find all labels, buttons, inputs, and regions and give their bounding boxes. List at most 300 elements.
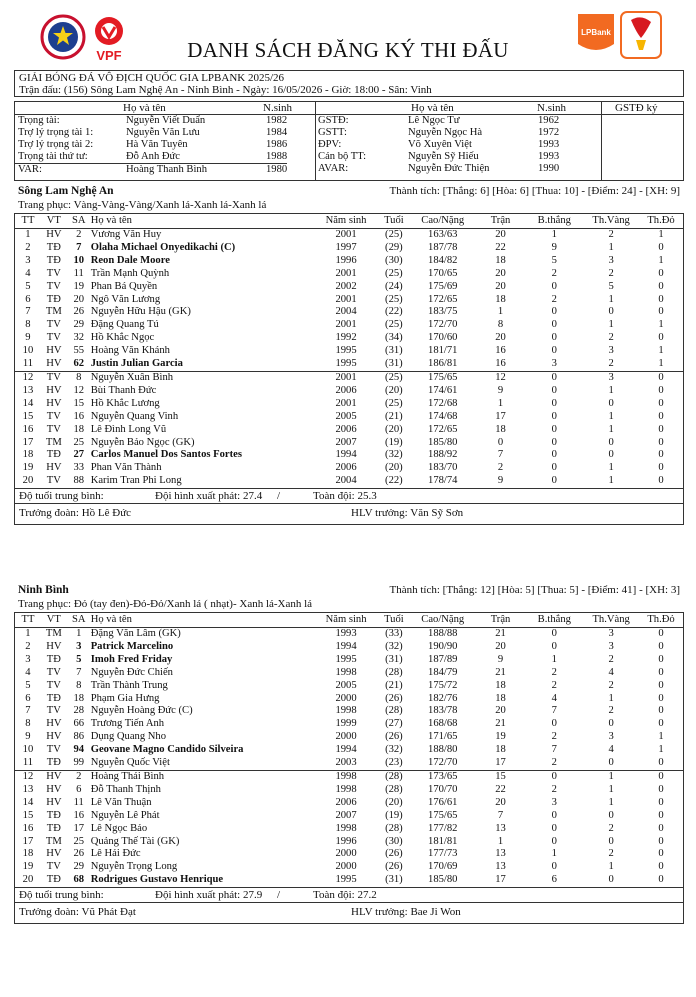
player-position: HV xyxy=(46,462,62,474)
player-row xyxy=(15,836,683,849)
player-red-cards: 0 xyxy=(658,306,664,318)
official-row xyxy=(15,127,287,139)
player-age: (30) xyxy=(385,254,403,266)
player-name: Hồ Khắc Ngọc xyxy=(90,332,155,344)
player-shirt: 5 xyxy=(76,653,82,665)
player-height-weight: 172/68 xyxy=(428,397,458,409)
official-row xyxy=(318,163,559,175)
player-red-cards: 0 xyxy=(658,679,664,691)
player-matches: 13 xyxy=(495,848,506,860)
player-row xyxy=(15,797,683,810)
column-header: Th.Đỏ xyxy=(647,614,675,625)
player-matches: 1 xyxy=(497,306,504,318)
player-number: 13 xyxy=(22,384,34,396)
player-shirt: 7 xyxy=(76,241,82,253)
player-row xyxy=(15,437,683,450)
player-yellow-cards: 4 xyxy=(608,744,614,756)
player-matches: 18 xyxy=(495,692,506,704)
player-birth-year: 1998 xyxy=(335,783,357,795)
player-age: (26) xyxy=(385,731,403,743)
player-matches: 7 xyxy=(497,809,504,821)
player-height-weight: 175/65 xyxy=(428,371,458,383)
official-name: Nguyễn Ngọc Hà xyxy=(408,127,483,138)
player-name: Justin Julian Garcia xyxy=(90,358,183,370)
player-yellow-cards: 4 xyxy=(608,666,614,678)
player-yellow-cards: 3 xyxy=(608,628,614,639)
player-goals: 2 xyxy=(551,679,557,691)
player-yellow-cards: 1 xyxy=(608,475,614,487)
player-name: Nguyễn Trọng Long xyxy=(90,861,178,873)
player-matches: 18 xyxy=(495,254,506,266)
official-role: AVAR: xyxy=(318,163,349,174)
player-height-weight: 174/68 xyxy=(428,410,458,422)
player-red-cards: 0 xyxy=(658,449,664,461)
player-row xyxy=(15,770,683,783)
team-header xyxy=(14,185,684,213)
player-height-weight: 172/70 xyxy=(428,319,458,331)
player-position: TV xyxy=(46,423,61,435)
player-shirt: 68 xyxy=(73,874,85,886)
player-red-cards: 1 xyxy=(658,744,664,756)
player-position: TĐ xyxy=(46,874,61,886)
player-height-weight: 170/65 xyxy=(428,267,458,279)
player-shirt: 26 xyxy=(73,306,85,318)
player-red-cards: 0 xyxy=(658,462,664,474)
player-yellow-cards: 1 xyxy=(608,423,614,435)
player-number: 4 xyxy=(25,267,31,279)
player-birth-year: 1998 xyxy=(335,666,357,678)
player-height-weight: 183/70 xyxy=(428,462,458,474)
player-number: 2 xyxy=(25,640,31,652)
player-yellow-cards: 1 xyxy=(608,861,614,873)
official-name: Đỗ Anh Đức xyxy=(126,151,180,162)
player-name: Reon Dale Moore xyxy=(90,254,170,266)
player-name: Nguyễn Xuân Bình xyxy=(90,371,174,383)
player-age: (31) xyxy=(385,653,403,665)
player-shirt: 29 xyxy=(73,861,85,873)
player-matches: 17 xyxy=(495,874,506,886)
player-row xyxy=(15,332,683,345)
player-row xyxy=(15,229,683,242)
player-goals: 7 xyxy=(551,705,557,717)
player-goals: 2 xyxy=(551,666,557,678)
player-shirt: 94 xyxy=(73,744,85,756)
player-row xyxy=(15,255,683,268)
column-header: Cao/Nặng xyxy=(421,215,465,226)
player-height-weight: 186/81 xyxy=(428,358,458,370)
average-age-squad: Toàn đội: 25.3 xyxy=(313,490,377,503)
team-footer xyxy=(14,489,684,525)
player-age: (28) xyxy=(385,770,403,782)
player-matches: 9 xyxy=(497,475,504,487)
player-goals: 9 xyxy=(551,241,557,253)
column-header: Trận xyxy=(490,215,511,226)
column-header: Th.Vàng xyxy=(592,215,630,226)
player-birth-year: 2004 xyxy=(335,475,357,487)
player-matches: 20 xyxy=(495,229,506,240)
player-goals: 1 xyxy=(551,229,557,240)
player-row xyxy=(15,718,683,731)
player-birth-year: 1994 xyxy=(335,640,357,652)
player-age: (20) xyxy=(385,462,403,474)
official-row xyxy=(15,115,287,127)
player-name: Ngô Văn Lương xyxy=(90,293,161,305)
player-age: (26) xyxy=(385,848,403,860)
player-shirt: 25 xyxy=(73,835,85,847)
player-height-weight: 185/80 xyxy=(428,874,458,886)
player-birth-year: 1994 xyxy=(335,449,357,461)
player-matches: 19 xyxy=(495,731,506,743)
player-birth-year: 1995 xyxy=(335,345,357,357)
player-yellow-cards: 1 xyxy=(608,241,614,253)
player-yellow-cards: 1 xyxy=(608,770,614,782)
player-shirt: 6 xyxy=(76,783,82,795)
player-shirt: 88 xyxy=(73,475,85,487)
player-height-weight: 170/69 xyxy=(428,861,458,873)
player-age: (25) xyxy=(385,267,403,279)
player-number: 6 xyxy=(25,692,31,704)
player-yellow-cards: 1 xyxy=(608,796,614,808)
footer-divider xyxy=(15,503,683,504)
page-title: DANH SÁCH ĐĂNG KÝ THI ĐẤU xyxy=(187,38,509,62)
player-goals: 0 xyxy=(551,770,557,782)
average-age-label: Độ tuổi trung bình: xyxy=(19,889,104,902)
column-header: B.thắng xyxy=(537,215,571,226)
player-height-weight: 188/88 xyxy=(428,628,458,639)
player-birth-year: 1995 xyxy=(335,653,357,665)
player-number: 3 xyxy=(25,653,31,665)
team-manager: Trưởng đoàn: Hồ Lê Đức xyxy=(19,507,132,520)
sign-divider xyxy=(601,102,602,180)
player-age: (20) xyxy=(385,796,403,808)
officials-name-header-right: Họ và tên xyxy=(411,102,454,114)
player-position: TĐ xyxy=(46,809,61,821)
player-yellow-cards: 3 xyxy=(608,640,614,652)
official-name: Nguyễn Đức Thiện xyxy=(408,163,490,174)
player-position: HV xyxy=(46,358,62,370)
player-number: 14 xyxy=(22,397,34,409)
player-row xyxy=(15,628,683,641)
player-position: TĐ xyxy=(46,692,61,704)
player-number: 16 xyxy=(22,822,34,834)
player-yellow-cards: 0 xyxy=(608,809,614,821)
player-position: HV xyxy=(46,397,62,409)
player-red-cards: 0 xyxy=(658,628,664,639)
team-section-home xyxy=(14,185,684,525)
player-goals: 2 xyxy=(551,757,557,769)
player-age: (32) xyxy=(385,744,403,756)
player-birth-year: 2006 xyxy=(335,384,357,396)
player-row xyxy=(15,693,683,706)
average-age-starting: Đội hình xuất phát: 27.9 xyxy=(155,889,263,902)
player-red-cards: 0 xyxy=(658,848,664,860)
player-position: TV xyxy=(46,267,61,279)
player-shirt: 11 xyxy=(73,796,84,808)
official-year: 1986 xyxy=(266,139,288,150)
player-number: 3 xyxy=(25,254,31,266)
player-age: (24) xyxy=(385,280,403,292)
player-height-weight: 185/80 xyxy=(428,436,458,448)
player-age: (32) xyxy=(385,640,403,652)
player-matches: 17 xyxy=(495,757,506,769)
official-year: 1980 xyxy=(266,164,288,175)
player-birth-year: 2006 xyxy=(335,796,357,808)
player-number: 12 xyxy=(22,770,34,782)
player-number: 17 xyxy=(22,835,34,847)
player-position: HV xyxy=(46,718,62,730)
player-row xyxy=(15,861,683,874)
player-shirt: 11 xyxy=(73,267,84,279)
player-number: 1 xyxy=(25,229,31,240)
player-birth-year: 1996 xyxy=(335,254,357,266)
player-red-cards: 0 xyxy=(658,371,664,383)
column-header: Năm sinh xyxy=(325,614,367,625)
player-goals: 0 xyxy=(551,835,557,847)
player-birth-year: 1997 xyxy=(335,241,357,253)
player-birth-year: 1994 xyxy=(335,744,357,756)
player-yellow-cards: 0 xyxy=(608,397,614,409)
official-year: 1962 xyxy=(538,115,560,126)
player-yellow-cards: 1 xyxy=(608,462,614,474)
player-shirt: 25 xyxy=(73,436,85,448)
player-goals: 2 xyxy=(551,267,557,279)
player-shirt: 16 xyxy=(73,410,85,422)
player-number: 14 xyxy=(22,796,34,808)
player-red-cards: 0 xyxy=(658,332,664,344)
player-age: (25) xyxy=(385,293,403,305)
player-red-cards: 0 xyxy=(658,436,664,448)
player-goals: 0 xyxy=(551,628,557,639)
player-number: 19 xyxy=(22,462,34,474)
player-number: 5 xyxy=(25,679,31,691)
player-matches: 21 xyxy=(495,718,506,730)
player-birth-year: 2001 xyxy=(335,267,357,279)
player-goals: 0 xyxy=(551,397,557,409)
column-header: Họ và tên xyxy=(90,215,132,226)
player-position: TĐ xyxy=(46,757,61,769)
player-shirt: 7 xyxy=(76,666,82,678)
player-birth-year: 2007 xyxy=(335,436,357,448)
official-role: VAR: xyxy=(18,164,42,175)
player-height-weight: 172/65 xyxy=(428,423,458,435)
player-height-weight: 173/65 xyxy=(428,770,458,782)
player-number: 10 xyxy=(22,345,34,357)
officials-name-header-left: Họ và tên xyxy=(123,102,166,114)
officials-mid-divider xyxy=(315,102,316,180)
player-yellow-cards: 0 xyxy=(608,306,614,318)
player-goals: 0 xyxy=(551,475,557,487)
player-birth-year: 2003 xyxy=(335,757,357,769)
player-red-cards: 0 xyxy=(658,835,664,847)
player-matches: 18 xyxy=(495,293,506,305)
player-age: (32) xyxy=(385,449,403,461)
player-shirt: 8 xyxy=(76,371,82,383)
column-header: Th.Vàng xyxy=(592,614,630,625)
player-matches: 16 xyxy=(495,358,506,370)
player-height-weight: 170/60 xyxy=(428,332,458,344)
player-height-weight: 188/80 xyxy=(428,744,458,756)
player-number: 8 xyxy=(25,319,31,331)
player-birth-year: 1996 xyxy=(335,835,357,847)
player-matches: 20 xyxy=(495,640,506,652)
player-number: 18 xyxy=(22,449,34,461)
player-height-weight: 177/82 xyxy=(428,822,458,834)
player-name: Karim Tran Phi Long xyxy=(90,475,182,487)
player-age: (21) xyxy=(385,410,403,422)
player-age: (19) xyxy=(385,436,403,448)
player-height-weight: 184/82 xyxy=(428,254,458,266)
player-goals: 0 xyxy=(551,319,557,331)
player-row xyxy=(15,358,683,371)
player-birth-year: 2000 xyxy=(335,692,357,704)
player-matches: 8 xyxy=(497,319,504,331)
player-name: Đặng Văn Lâm (GK) xyxy=(90,628,181,639)
player-name: Lê Văn Thuận xyxy=(90,796,152,808)
player-birth-year: 2002 xyxy=(335,280,357,292)
player-row xyxy=(15,294,683,307)
player-name: Nguyễn Đức Chiến xyxy=(90,666,173,678)
team-table-box xyxy=(14,612,684,888)
team-name: Sông Lam Nghệ An xyxy=(18,185,114,197)
player-goals: 0 xyxy=(551,410,557,422)
head-coach: HLV trưởng: Bae Ji Won xyxy=(351,906,461,919)
player-matches: 1 xyxy=(497,397,504,409)
player-age: (25) xyxy=(385,229,403,240)
player-matches: 0 xyxy=(497,436,504,448)
player-height-weight: 178/74 xyxy=(428,475,458,487)
match-details: Trận đấu: (156) Sông Lam Nghệ An - Ninh Bình - Ngày: 16/05/2026 - Giờ: 18:00 - Sân: Vinh xyxy=(19,84,432,96)
player-row xyxy=(15,398,683,411)
player-goals: 0 xyxy=(551,332,557,344)
player-red-cards: 0 xyxy=(658,280,664,292)
official-row xyxy=(15,139,287,151)
player-position: TM xyxy=(45,306,62,318)
column-header: SA xyxy=(71,215,86,226)
player-position: TV xyxy=(46,666,61,678)
player-birth-year: 2001 xyxy=(335,371,357,383)
player-row xyxy=(15,705,683,718)
player-red-cards: 0 xyxy=(658,705,664,717)
player-goals: 3 xyxy=(551,358,557,370)
team-record: Thành tích: [Thắng: 6] [Hòa: 6] [Thua: 10] - [Điểm: 24] - [XH: 9] xyxy=(389,185,680,197)
player-position: HV xyxy=(46,796,62,808)
player-height-weight: 183/78 xyxy=(428,705,458,717)
player-number: 15 xyxy=(22,809,34,821)
player-height-weight: 190/90 xyxy=(428,640,458,652)
team-record: Thành tích: [Thắng: 12] [Hòa: 5] [Thua: 5] - [Điểm: 41] - [XH: 3] xyxy=(389,584,680,596)
player-birth-year: 1992 xyxy=(335,332,357,344)
player-yellow-cards: 2 xyxy=(608,653,614,665)
lpbank-text: LPBank xyxy=(581,28,611,37)
player-number: 17 xyxy=(22,436,34,448)
player-goals: 1 xyxy=(551,653,557,665)
player-matches: 12 xyxy=(495,371,506,383)
head-coach: HLV trưởng: Văn Sỹ Sơn xyxy=(351,507,464,520)
player-goals: 2 xyxy=(551,293,557,305)
player-goals: 6 xyxy=(551,874,557,886)
player-name: Hoàng Thái Bình xyxy=(90,770,165,782)
player-matches: 18 xyxy=(495,744,506,756)
player-name: Bùi Thanh Đức xyxy=(90,384,157,396)
official-year: 1982 xyxy=(266,115,288,126)
player-age: (29) xyxy=(385,241,403,253)
player-position: TV xyxy=(46,410,61,422)
player-yellow-cards: 1 xyxy=(608,319,614,331)
player-height-weight: 184/79 xyxy=(428,666,458,678)
player-yellow-cards: 2 xyxy=(608,679,614,691)
player-yellow-cards: 2 xyxy=(608,822,614,834)
player-goals: 0 xyxy=(551,462,557,474)
player-name: Rodrigues Gustavo Henrique xyxy=(90,874,224,886)
player-yellow-cards: 3 xyxy=(608,345,614,357)
player-shirt: 27 xyxy=(73,449,85,461)
match-info-box xyxy=(14,70,684,97)
player-number: 7 xyxy=(25,306,31,318)
player-birth-year: 2007 xyxy=(335,809,357,821)
player-age: (31) xyxy=(385,874,403,886)
player-shirt: 29 xyxy=(73,319,85,331)
player-row xyxy=(15,654,683,667)
player-red-cards: 1 xyxy=(658,345,664,357)
official-row xyxy=(318,139,559,151)
player-goals: 0 xyxy=(551,822,557,834)
player-height-weight: 175/65 xyxy=(428,809,458,821)
team-kit: Trang phục: Đỏ (tay đen)-Đỏ-Đỏ/Xanh lá ( nhạt)- Xanh lá-Xanh lá xyxy=(18,598,313,610)
player-goals: 0 xyxy=(551,861,557,873)
player-number: 20 xyxy=(22,475,34,487)
player-row xyxy=(15,424,683,437)
player-birth-year: 2001 xyxy=(335,397,357,409)
player-number: 11 xyxy=(22,757,34,769)
column-header: B.thắng xyxy=(537,614,571,625)
player-matches: 13 xyxy=(495,822,506,834)
player-position: TĐ xyxy=(46,293,61,305)
official-year: 1984 xyxy=(266,127,288,138)
player-number: 10 xyxy=(22,744,34,756)
player-birth-year: 2001 xyxy=(335,319,357,331)
player-age: (31) xyxy=(385,358,403,370)
player-age: (21) xyxy=(385,679,403,691)
player-red-cards: 0 xyxy=(658,809,664,821)
player-height-weight: 163/63 xyxy=(428,229,458,240)
player-age: (20) xyxy=(385,384,403,396)
player-shirt: 32 xyxy=(73,332,85,344)
player-goals: 0 xyxy=(551,384,557,396)
official-name: Nguyễn Viết Duẩn xyxy=(126,115,206,126)
player-red-cards: 0 xyxy=(658,423,664,435)
player-birth-year: 2001 xyxy=(335,293,357,305)
player-name: Trần Mạnh Quỳnh xyxy=(90,267,170,279)
player-number: 9 xyxy=(25,731,31,743)
player-yellow-cards: 1 xyxy=(608,293,614,305)
player-row xyxy=(15,874,683,887)
player-age: (30) xyxy=(385,835,403,847)
player-age: (26) xyxy=(385,692,403,704)
player-shirt: 33 xyxy=(73,462,85,474)
player-matches: 22 xyxy=(495,241,506,253)
officials-header xyxy=(15,102,683,115)
player-goals: 5 xyxy=(551,254,557,266)
player-birth-year: 1998 xyxy=(335,822,357,834)
player-position: TĐ xyxy=(46,449,61,461)
player-matches: 2 xyxy=(497,462,504,474)
player-height-weight: 170/70 xyxy=(428,783,458,795)
player-height-weight: 172/70 xyxy=(428,757,458,769)
player-number: 2 xyxy=(25,241,31,253)
player-red-cards: 0 xyxy=(658,718,664,730)
player-birth-year: 2000 xyxy=(335,731,357,743)
player-shirt: 86 xyxy=(73,731,85,743)
